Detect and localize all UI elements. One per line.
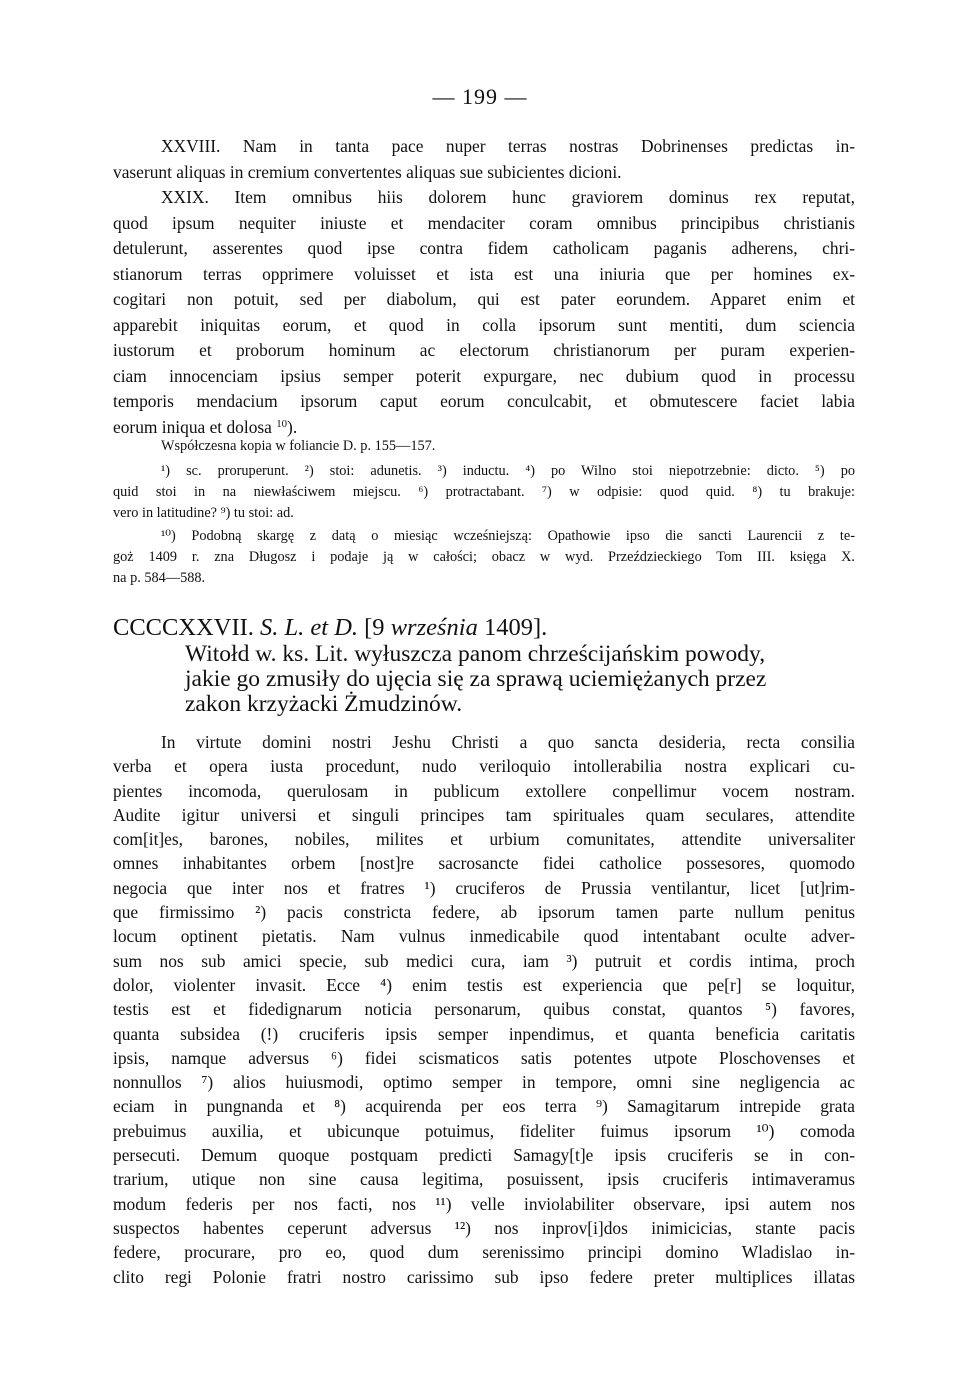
text-line: pientes incomoda, querulosam in publicum extollere conpellimur vocem nostram.: [113, 780, 855, 801]
text-fragment: eorum iniqua et dolosa: [113, 416, 272, 437]
document-date-open: [9: [364, 614, 391, 641]
text-line: locum optinent pietatis. Nam vulnus inmedicabile quod intentabant oculte adver-: [113, 926, 855, 947]
page-number: — 199 —: [432, 84, 528, 109]
text-line: omnes inhabitantes orbem [nost]re sacrosancte fidei catholice possesores, quomodo: [113, 853, 855, 874]
document-header: [113, 614, 873, 641]
text-line: clito regi Polonie fratri nostro carissimo sub ipso federe preter multiplices illatas: [113, 1266, 855, 1287]
footnote-ref: 10: [276, 417, 288, 430]
text-line: cogitari non potuit, sed per diabolum, qui est pater eorundem. Apparet enim et: [113, 289, 855, 309]
main-text: [113, 730, 855, 1289]
footnote-line: quid stoi in na niewłaściwem miejscu. ⁶) protractabant. ⁷) w odpisie: quod quid. ⁸) tu brakuje:: [113, 484, 855, 501]
text-line: trarium, utique non sine causa legitima, posuissent, ipsis cruciferis intimaveramus: [113, 1169, 855, 1190]
text-line: XXVIII. Nam in tanta pace nuper terras nostras Dobrinenses predictas in-: [161, 136, 855, 156]
footnote-line: ¹⁰) Podobną skargę z datą o miesiąc wcześniejszą: Opathowie ipso die sancti Laurencii z te-: [161, 528, 855, 544]
text-line: modum federis per nos facti, nos ¹¹) velle inviolabiliter observare, ipsi autem nos: [113, 1193, 855, 1214]
summary-line: jakie go zmusiły do ujęcia się za sprawą uciemiężanych przez: [185, 666, 767, 692]
footnote-line: ¹) sc. proruperunt. ²) stoi: adunetis. ³) inductu. ⁴) po Wilno stoi niepotrzebnie: dicto. ⁵) po: [161, 463, 855, 479]
summary-line: zakon krzyżacki Żmudzinów.: [185, 691, 463, 717]
document-date-close: 1409].: [477, 614, 548, 641]
text-line: sum nos sub amici specie, sub medici cura, iam ³) putruit et cordis intima, proch: [113, 950, 855, 971]
footnote-line: goż 1409 r. zna Długosz i podaje ją w całości; obacz w wyd. Przeździeckiego Tom III. księga X.: [113, 549, 855, 566]
document-place: S. L. et D.: [260, 614, 359, 641]
text-line: negocia que inter nos et fratres ¹) cruciferos de Prussia ventilantur, licet [ut]rim-: [113, 877, 855, 898]
paragraph-xxviii: [113, 134, 855, 185]
document-date-month: września: [390, 614, 478, 641]
paragraph-xxix: [113, 185, 855, 440]
text-line: ipsis, namque adversus ⁶) fidei scismaticos satis potentes utpote Ploschovenses et: [113, 1047, 855, 1068]
summary-line: Witołd w. ks. Lit. wyłuszcza panom chrześcijańskim powody,: [185, 641, 766, 667]
text-line: federe, procurare, pro eo, quod dum serenissimo principi domino Wladislao in-: [113, 1242, 855, 1263]
text-line: verba et opera iusta procedunt, nudo veriloquio intollerabilia nostra explicari cu-: [113, 756, 855, 777]
text-line: suspectos habentes ceperunt adversus ¹²) nos inprov[i]dos inimicicias, stante pacis: [113, 1217, 855, 1238]
footnote-line: vero in latitudine? ⁹) tu stoi: ad.: [113, 505, 294, 522]
text-line: com[it]es, barones, nobiles, milites et urbium comunitates, attendite universaliter: [113, 829, 855, 850]
text-line: nonnullos ⁷) alios huiusmodi, optimo semper in tempore, omni sine negligencia ac: [113, 1072, 855, 1093]
text-line: vaserunt aliquas in cremium convertentes aliquas sue subicientes dicioni.: [113, 161, 622, 182]
text-line: persecuti. Demum quoque postquam predicti Samagy[t]e ipsis cruciferis se in con-: [113, 1145, 855, 1166]
text-line: temporis mendacium ipsorum caput eorum conculcabit, et obmutescere faciet labia: [113, 391, 855, 411]
footnote-line: na p. 584—588.: [113, 570, 206, 587]
source-note: [113, 436, 855, 457]
text-line: eciam in pungnanda et ⁸) acquirenda per eos terra ⁹) Samagitarum intrepide grata: [113, 1096, 855, 1117]
text-line: testis est et fidedignarum noticia personarum, quibus constat, quantos ⁵) favores,: [113, 999, 855, 1020]
text-line: prebuimus auxilia, et ubicunque potuimus, fideliter fuimus ipsorum ¹⁰) comoda: [113, 1120, 855, 1141]
source-note-text: Współczesna kopia w foliancie D. p. 155—157.: [161, 438, 436, 454]
text-line: detulerunt, asserentes quod ipse contra fidem catholicam paganis adherens, chri-: [113, 238, 855, 258]
text-line: quanta subsidea (!) cruciferis ipsis semper inpendimus, et quanta beneficia caritatis: [113, 1023, 855, 1044]
text-line: stianorum terras opprimere voluisset et ista est una iniuria que per homines ex-: [113, 263, 855, 284]
footnote-10: [113, 526, 855, 590]
text-line: Audite igitur universi et singuli principes tam spirituales quam seculares, attendite: [113, 804, 855, 825]
text-line: quod ipsum nequiter iniuste et mendaciter coram omnibus principibus christianis: [113, 212, 855, 233]
text-line: iustorum et proborum hominum ac electorum christianorum per puram experien-: [113, 340, 855, 360]
text-line: que firmissimo ²) pacis constricta federe, ab ipsorum tamen parte nullum penitus: [113, 902, 855, 923]
text-line: XXIX. Item omnibus hiis dolorem hunc graviorem dominus rex reputat,: [161, 187, 855, 207]
text-line: apparebit iniquitas eorum, et quod in colla ipsorum sunt mentiti, dum sciencia: [113, 314, 855, 335]
document-number: CCCCXXVII.: [113, 614, 254, 641]
footnotes-block: [113, 461, 855, 525]
text-line: ciam innocenciam ipsius semper poterit expurgare, nec dubium quod in processu: [113, 365, 855, 386]
text-line: In virtute domini nostri Jeshu Christi a quo sancta desideria, recta consilia: [161, 732, 855, 752]
document-summary: [185, 642, 857, 717]
text-fragment: ).: [287, 416, 298, 437]
text-line: dolor, violenter invasit. Ecce ⁴) enim testis est experiencia que pe[r] se loquitur,: [113, 974, 855, 995]
